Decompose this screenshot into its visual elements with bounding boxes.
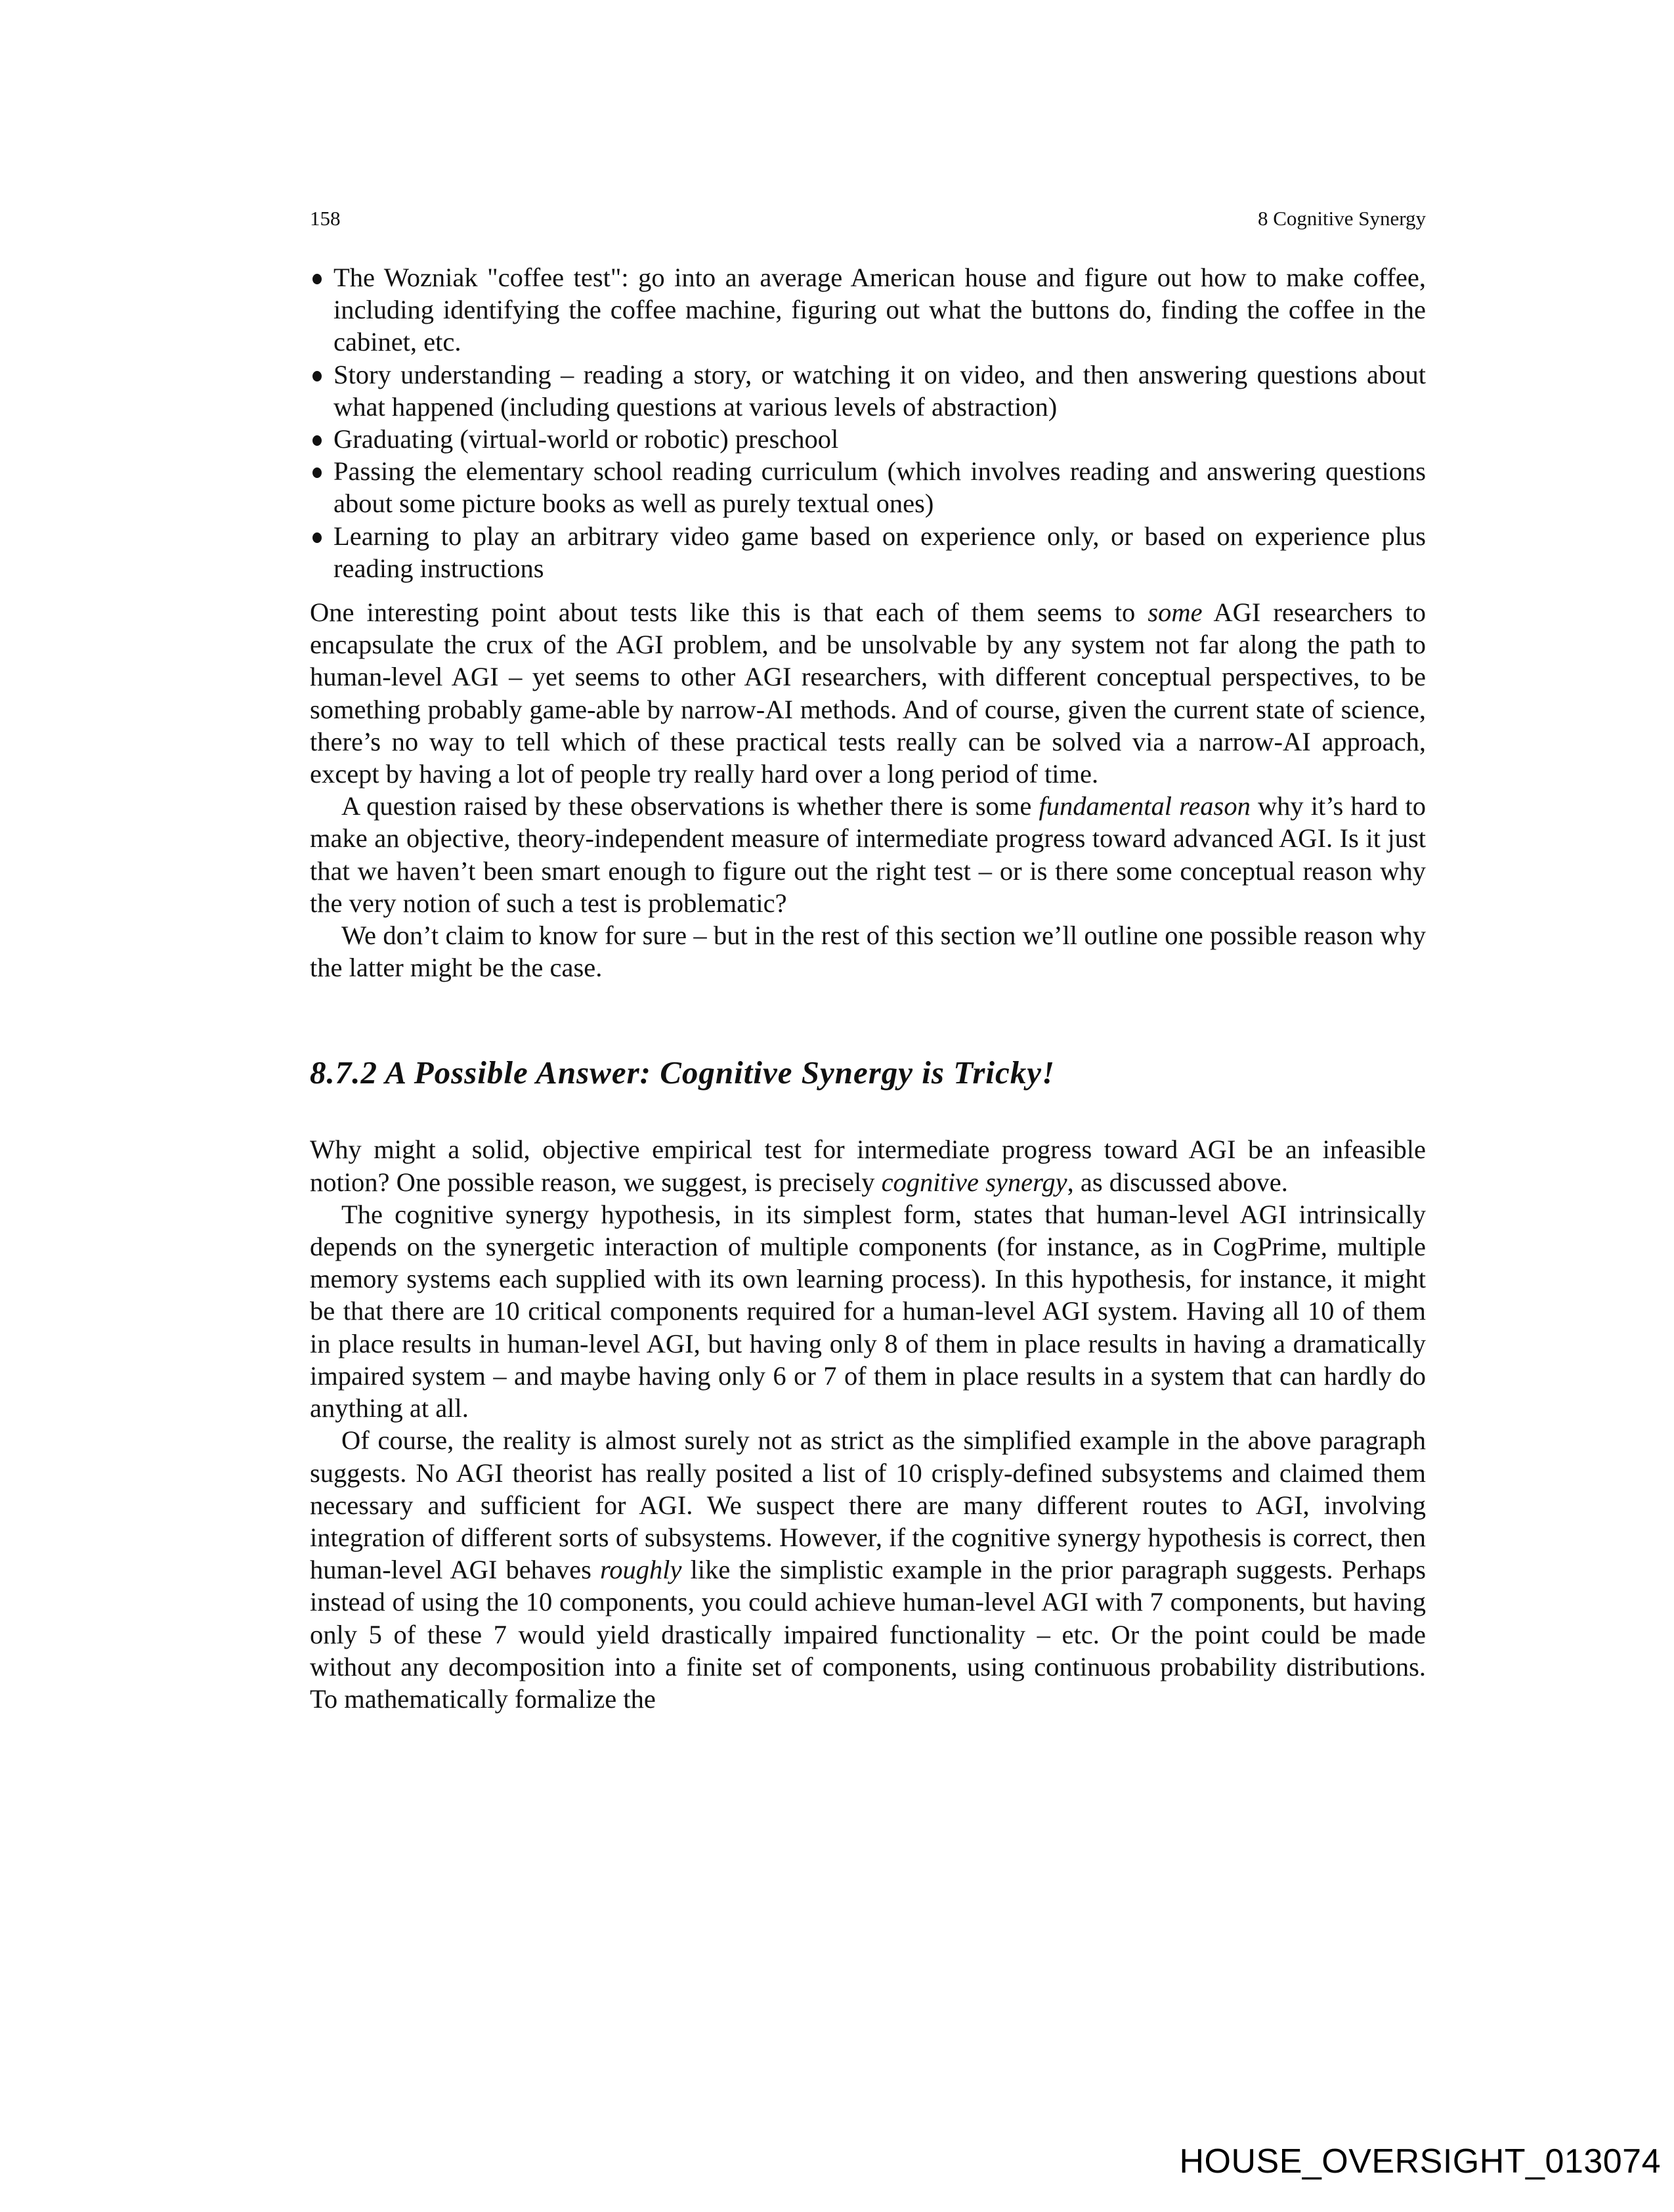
test-list — [310, 261, 1426, 584]
running-header — [310, 207, 1426, 233]
body-text — [310, 261, 1426, 1715]
paragraph: A question raised by these observations is whether there is some fundamental reason why it’s hard to make an objective, theory-independent measure of intermediate progress toward advanced AGI. Is it just that we haven’t been smart enough to figure out the right test – or is there some conceptual reason why the very notion of such a test is problematic? — [310, 791, 1426, 918]
list-item: The Wozniak "coffee test": go into an average American house and figure out how to make coffee, including identifying the coffee machine, figuring out what the buttons do, finding the coffee in the cabinet, etc. — [310, 261, 1426, 358]
emphasis: some — [1148, 597, 1203, 628]
paragraph: Why might a solid, objective empirical test for intermediate progress toward AGI be an infeasible notion? One possible reason, we suggest, is precisely cognitive synergy, as discussed above. — [310, 1135, 1426, 1197]
section-heading: 8.7.2 A Possible Answer: Cognitive Synergy is Tricky! — [310, 1054, 1056, 1091]
paragraph: The cognitive synergy hypothesis, in its simplest form, states that human-level AGI intrinsically depends on the synergetic interaction of multiple components (for instance, as in CogPrime, multiple memory systems each supplied with its own learning process). In this hypothesis, for instance, it might be that there are 10 critical components required for a human-level AGI system. Having all 10 of them in place results in human-level AGI, but having only 8 of them in place results in having a dramatically impaired system – and maybe having only 6 or 7 of them in place results in a system that can hardly do anything at all. — [310, 1199, 1426, 1423]
paragraph: One interesting point about tests like this is that each of them seems to some AGI researchers to encapsulate the crux of the AGI problem, and be unsolvable by any system not far along the path to human-level AGI – yet seems to other AGI researchers, with different conceptual perspectives, to be something probably game-able by narrow-AI methods. And of course, given the current state of science, there’s no way to tell which of these practical tests really can be solved via a narrow-AI approach, except by having a lot of people try really hard over a long period of time. — [310, 597, 1426, 789]
bates-stamp: HOUSE_OVERSIGHT_013074 — [1179, 2142, 1661, 2180]
paragraph: Of course, the reality is almost surely not as strict as the simplified example in the above paragraph suggests. No AGI theorist has really posited a list of 10 crisply-defined subsystems and claimed them necessary and sufficient for AGI. We suspect there are many different routes to AGI, involving integration of different sorts of subsystems. However, if the cognitive synergy hypothesis is correct, then human-level AGI behaves roughly like the simplistic example in the prior paragraph suggests. Perhaps instead of using the 10 components, you could achieve human-level AGI with 7 components, but having only 5 of these 7 would yield drastically impaired functionality – etc. Or the point could be made without any decomposition into a finite set of components, using continuous probability distributions. To mathematically formalize the — [310, 1425, 1426, 1714]
section-heading-block — [310, 1053, 1426, 1093]
list-item: Graduating (virtual-world or robotic) preschool — [310, 423, 1426, 455]
page-number: 158 — [310, 207, 341, 230]
list-item: Passing the elementary school reading curriculum (which involves reading and answering questions about some picture books as well as purely textual ones) — [310, 455, 1426, 519]
list-item: Learning to play an arbitrary video game based on experience only, or based on experience plus reading instructions — [310, 520, 1426, 584]
emphasis: cognitive synergy — [881, 1167, 1067, 1197]
paragraph: We don’t claim to know for sure – but in the rest of this section we’ll outline one possible reason why the latter might be the case. — [310, 921, 1426, 983]
chapter-title: 8 Cognitive Synergy — [1257, 207, 1426, 230]
emphasis: roughly — [600, 1555, 682, 1585]
list-item: Story understanding – reading a story, or watching it on video, and then answering questions about what happened (including questions at various levels of abstraction) — [310, 358, 1426, 423]
emphasis: fundamental reason — [1039, 791, 1251, 821]
